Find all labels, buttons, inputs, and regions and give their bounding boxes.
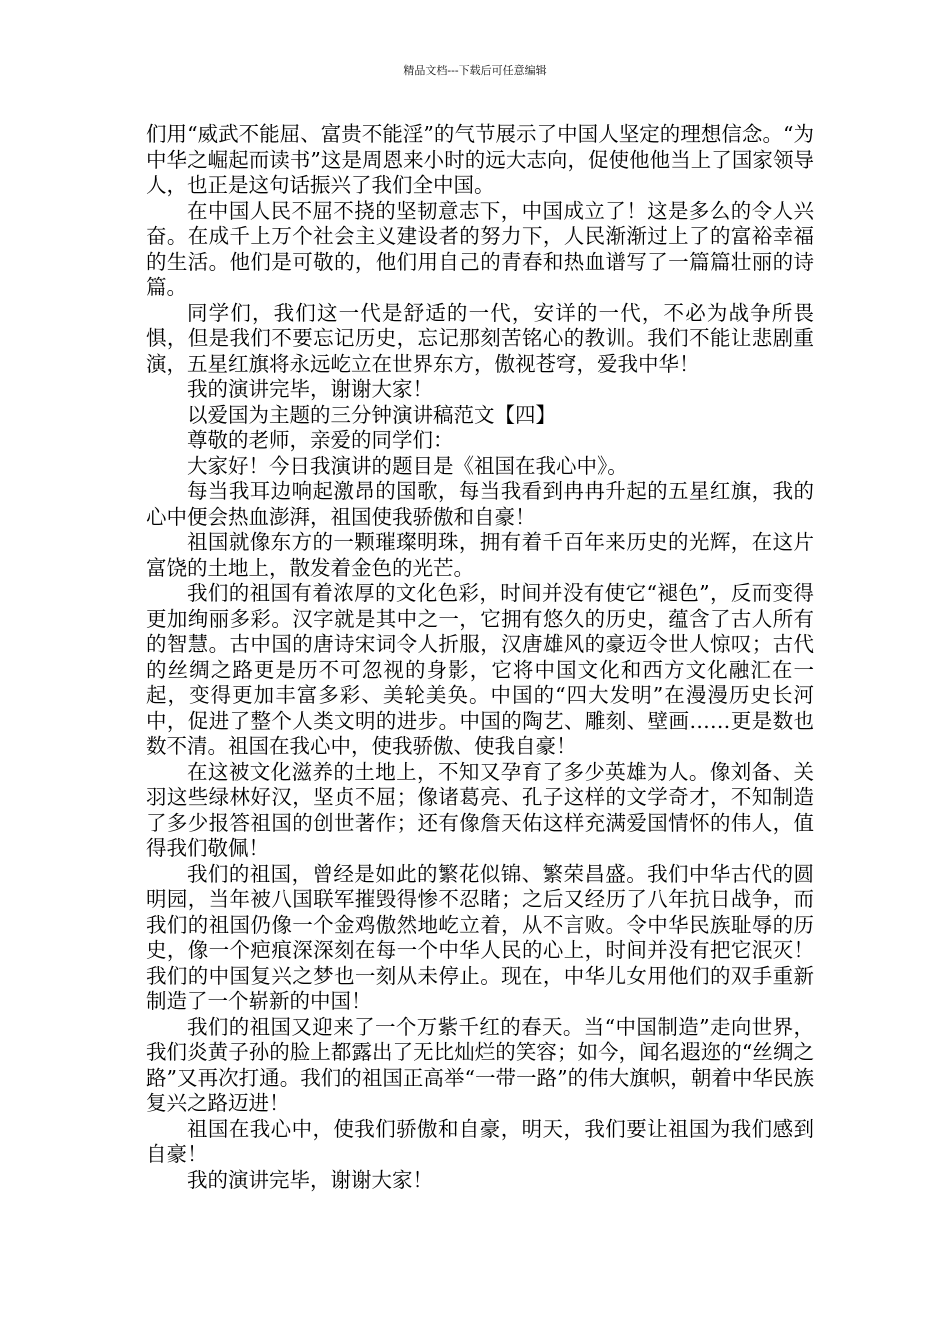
section-title: 以爱国为主题的三分钟演讲稿范文【四】 — [187, 402, 556, 427]
paragraph-3: 同学们，我们这一代是舒适的一代，安详的一代，不必为战争所畏惧，但是我们不要忘记历史，忘记那刻苦铭心的教训。我们不能让悲剧重演，五星红旗将永远屹立在世界东方，傲视苍穹，爱我中华！ — [146, 300, 814, 376]
page-header: 精品文档---下载后可任意编辑 — [403, 64, 547, 77]
paragraph-10: 我们的祖国有着浓厚的文化色彩，时间并没有使它“褪色”，反而变得更加绚丽多彩。汉字就是其中之一，它拥有悠久的历史，蕴含了古人所有的智慧。古中国的唐诗宋词令人折服，汉唐雄风的豪迈令世人惊叹；古代的丝绸之路更是历不可忽视的身影，它将中国文化和西方文化融汇在一起，变得更加丰富多彩、美轮美奂。中国的“四大发明”在漫漫历史长河中，促进了整个人类文明的进步。中国的陶艺、雕刻、壁画……更是数也数不清。祖国在我心中，使我骄傲、使我自豪！ — [146, 581, 814, 758]
paragraph-13: 我们的祖国又迎来了一个万紫千红的春天。当“中国制造”走向世界，我们炎黄子孙的脸上都露出了无比灿烂的笑容；如今，闻名遐迩的“丝绸之路”又再次打通。我们的祖国正高举“一带一路”的伟大旗帜，朝着中华民族复兴之路迈进！ — [146, 1014, 814, 1115]
paragraph-14: 祖国在我心中，使我们骄傲和自豪，明天，我们要让祖国为我们感到自豪！ — [146, 1116, 814, 1166]
paragraph-7: 大家好！今日我演讲的题目是《祖国在我心中》。 — [187, 453, 628, 478]
paragraph-4: 我的演讲完毕，谢谢大家！ — [187, 377, 433, 401]
greeting: 尊敬的老师，亲爱的同学们： — [187, 428, 454, 452]
document-body — [146, 122, 814, 1193]
paragraph-2: 在中国人民不屈不挠的坚韧意志下，中国成立了！这是多么的令人兴奋。在成千上万个社会主义建设者的努力下，人民渐渐过上了的富裕幸福的生活。他们是可敬的，他们用自己的青春和热血谱写了一篇篇壮丽的诗篇。 — [146, 198, 814, 299]
paragraph-11: 在这被文化滋养的土地上，不知又孕育了多少英雄为人。像刘备、关羽这些绿林好汉，坚贞不屈；像诸葛亮、孔子这样的文学奇才，不知制造了多少报答祖国的创世著作；还有像詹天佑这样充满爱国情怀的伟人，值得我们敬佩！ — [146, 759, 814, 860]
paragraph-1: 们用“威武不能屈、富贵不能淫”的气节展示了中国人坚定的理想信念。“为中华之崛起而读书”这是周恩来小时的远大志向，促使他他当上了国家领导人，也正是这句话振兴了我们全中国。 — [146, 122, 814, 197]
closing-line: 我的演讲完毕，谢谢大家！ — [187, 1167, 433, 1192]
paragraph-12: 我们的祖国，曾经是如此的繁花似锦、繁荣昌盛。我们中华古代的圆明园，当年被八国联军摧毁得惨不忍睹；之后又经历了八年抗日战争，而我们的祖国仍像一个金鸡傲然地屹立着，从不言败。令中华民族耻辱的历史，像一个疤痕深深刻在每一个中华人民的心上，时间并没有把它泯灭！我们的中国复兴之梦也一刻从未停止。现在，中华儿女用他们的双手重新制造了一个崭新的中国！ — [146, 861, 814, 1013]
paragraph-9: 祖国就像东方的一颗璀璨明珠，拥有着千百年来历史的光辉，在这片富饶的土地上，散发着金色的光芒。 — [146, 530, 814, 580]
paragraph-8: 每当我耳边响起激昂的国歌，每当我看到冉冉升起的五星红旗，我的心中便会热血澎湃，祖国使我骄傲和自豪！ — [146, 479, 814, 529]
